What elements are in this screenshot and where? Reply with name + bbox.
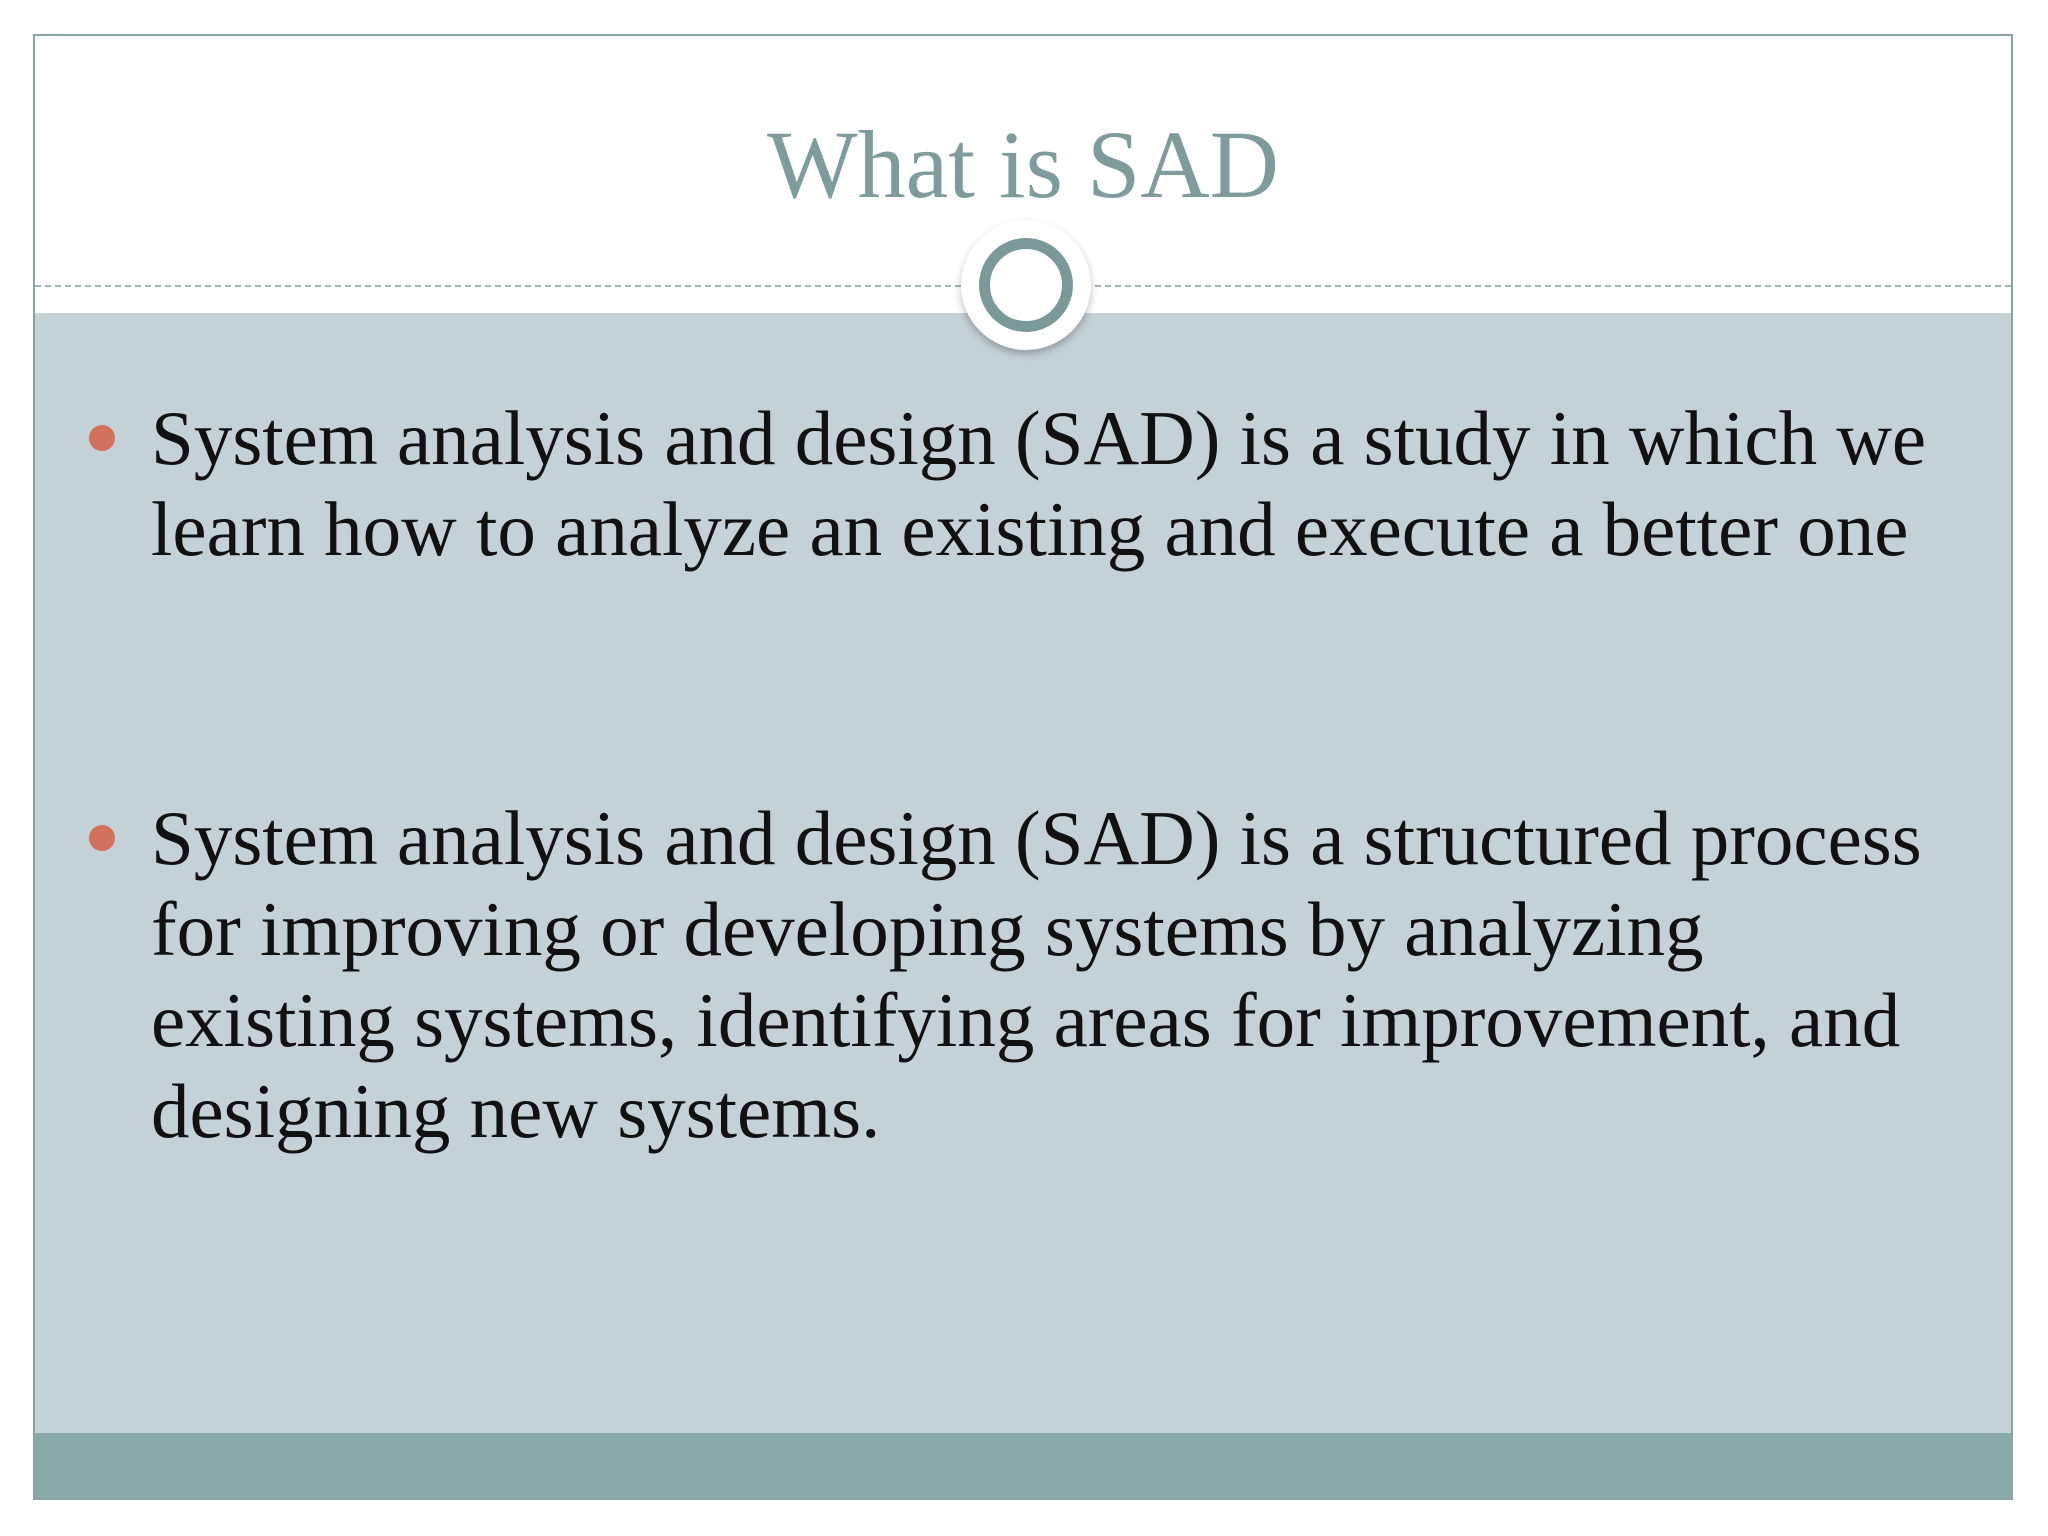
bullet-dot-icon [89,825,115,851]
slide-title: What is SAD [767,111,1279,218]
bullet-item [151,793,1931,1157]
ring-icon-inner [979,238,1073,332]
footer-bar [35,1433,2011,1500]
bullet-text: System analysis and design (SAD) is a study in which we learn how to analyze an existing and execute a better one [151,395,1927,572]
bullet-text: System analysis and design (SAD) is a structured process for improving or developing systems by analyzing existing systems, identifying areas for improvement, and designing new systems. [151,795,1922,1154]
bullet-item [151,393,1931,575]
slide [33,34,2013,1500]
bullet-dot-icon [89,425,115,451]
ring-icon [961,220,1091,350]
